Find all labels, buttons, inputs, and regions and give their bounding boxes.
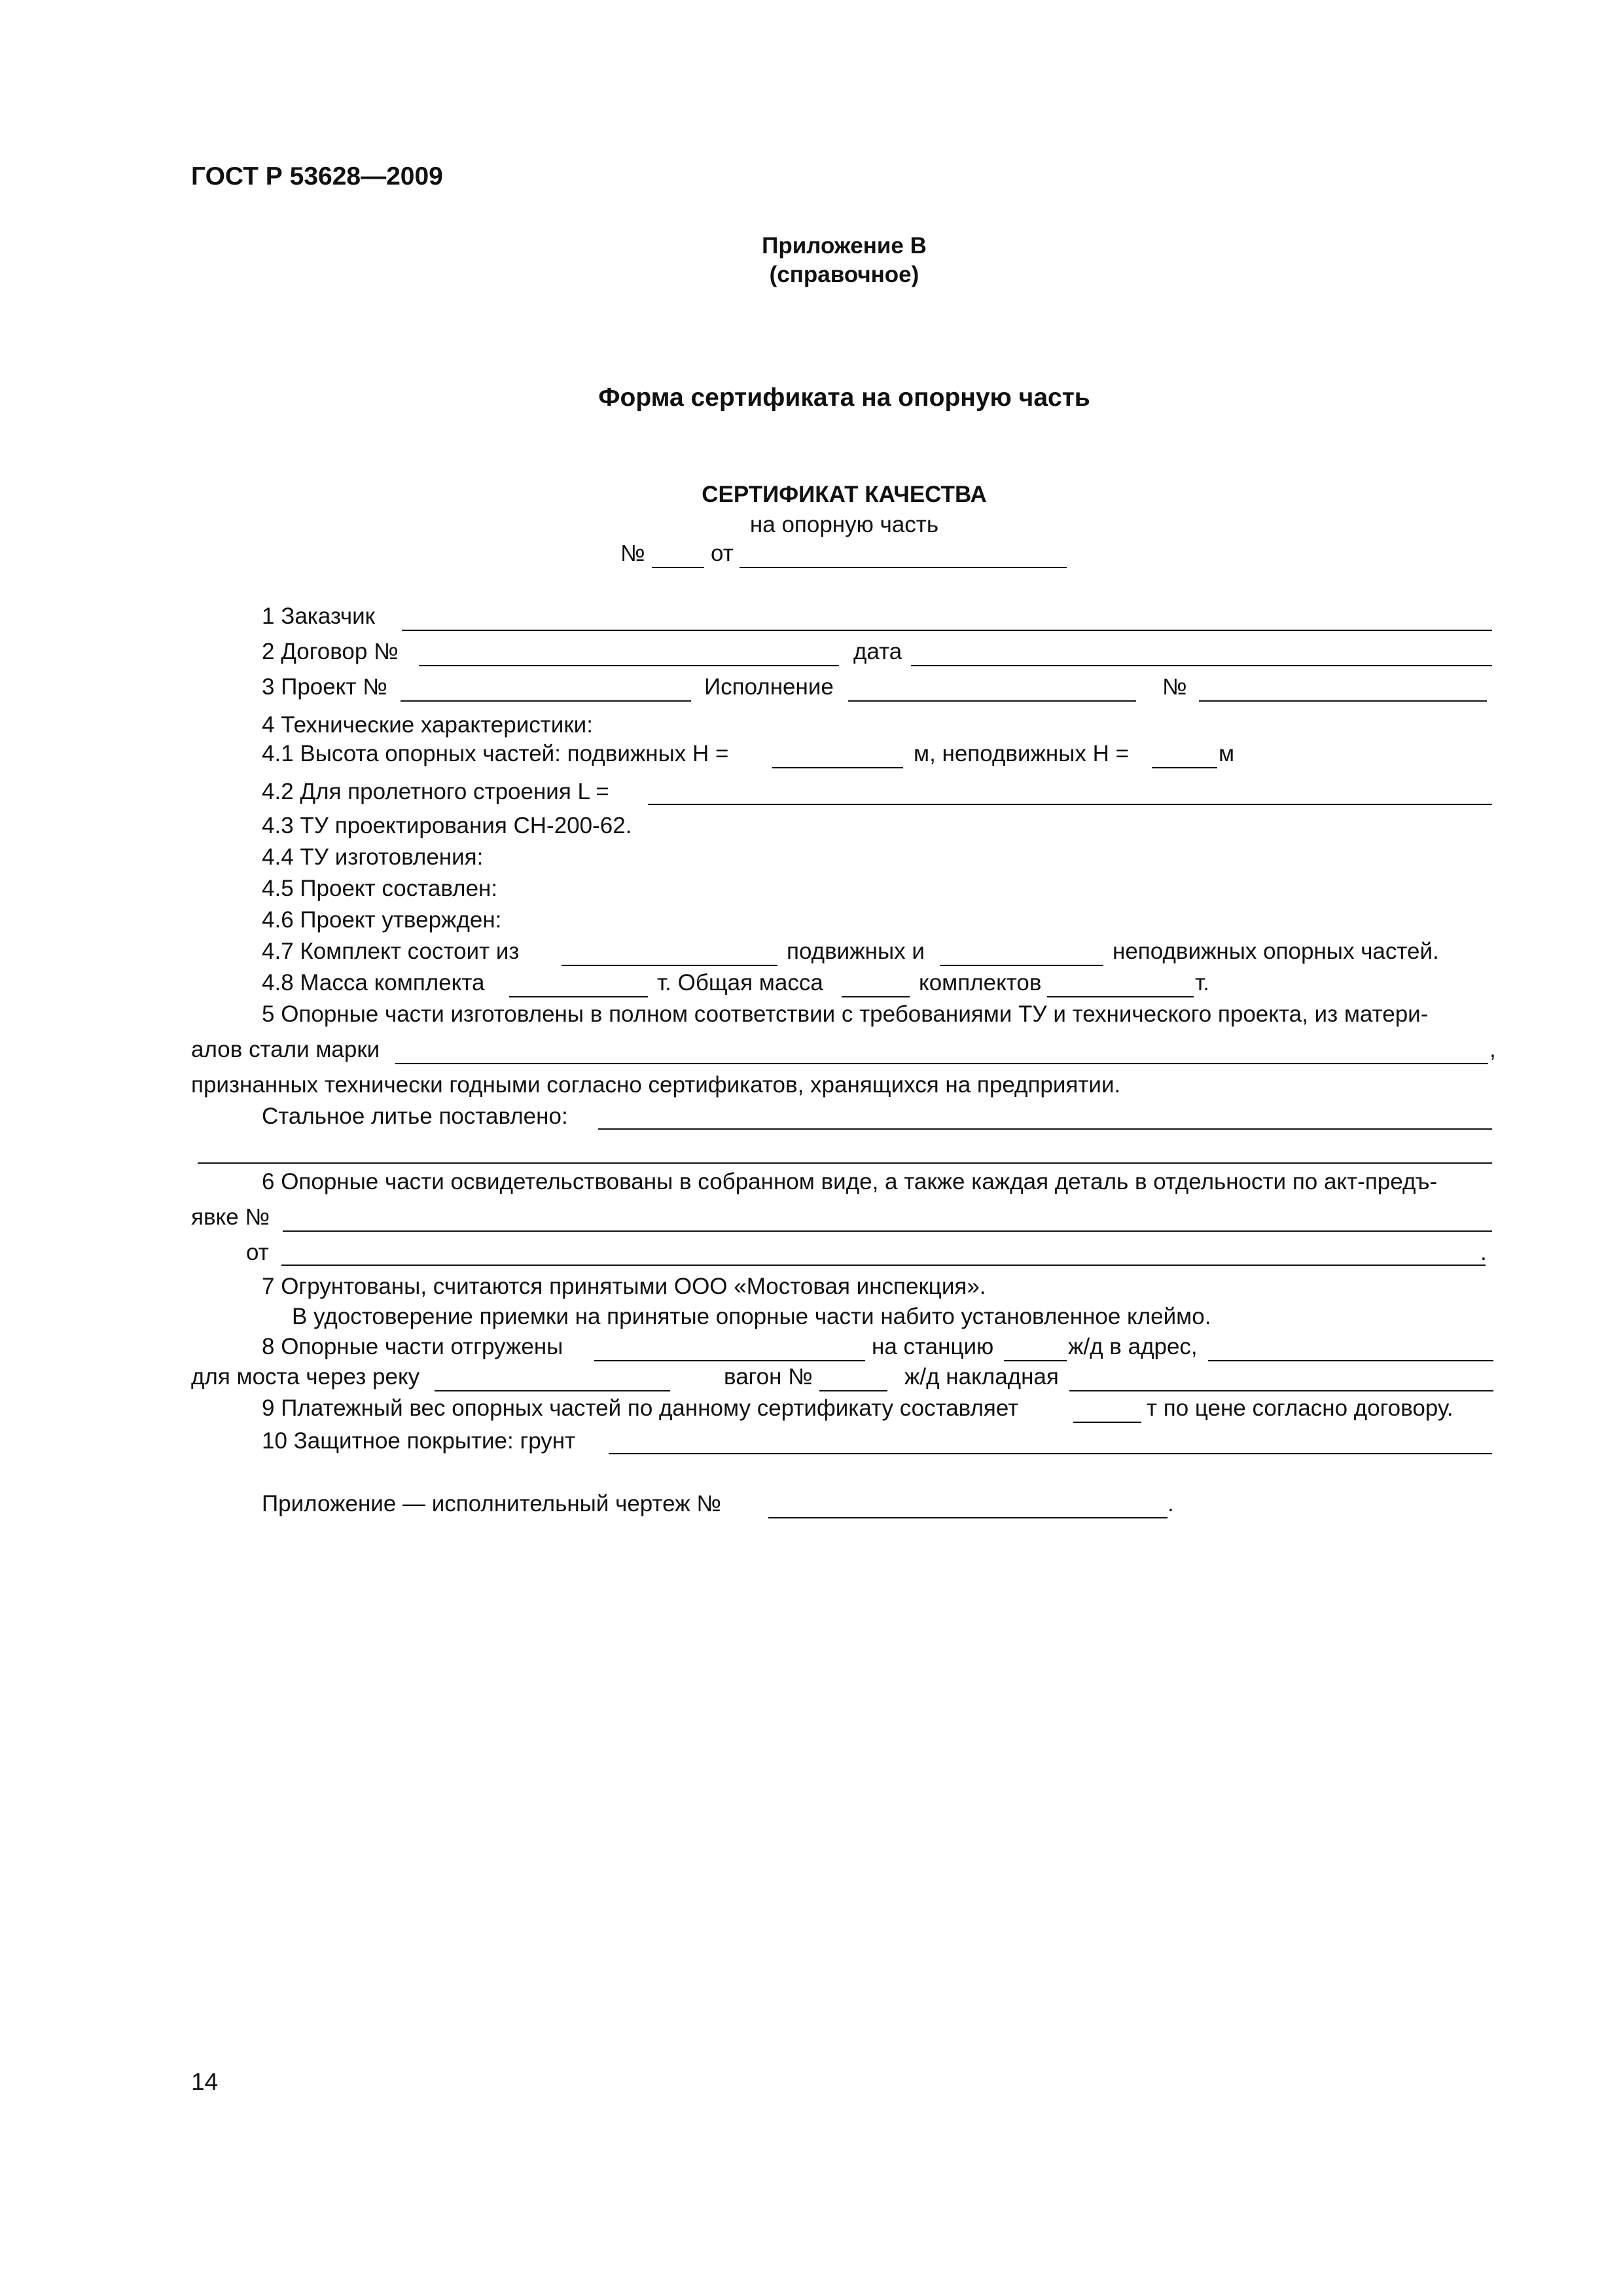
project-version-field[interactable] xyxy=(848,700,1136,702)
item-8-label: 8 Опорные части отгружены xyxy=(262,1334,563,1359)
appendix-subtitle: (справочное) xyxy=(769,262,919,287)
sets-mass-field[interactable] xyxy=(1047,996,1194,997)
item-6-date-label: от xyxy=(246,1240,269,1265)
item-6-period: . xyxy=(1480,1240,1487,1265)
item-3-label: 3 Проект № xyxy=(262,674,387,700)
item-9-price-text: т по цене согласно договору. xyxy=(1147,1395,1454,1421)
item-5-text: 5 Опорные части изготовлены в полном соответствии с требованиями ТУ и технического проекта, из матери- xyxy=(262,1001,1429,1027)
item-4-8-unit: т. xyxy=(1195,970,1209,996)
certificate-title: СЕРТИФИКАТ КАЧЕСТВА xyxy=(702,482,987,507)
item-6-act-label: явке № xyxy=(191,1204,270,1230)
waybill-field[interactable] xyxy=(1069,1390,1493,1391)
act-date-field[interactable] xyxy=(281,1265,1486,1266)
item-6-text: 6 Опорные части освидетельствованы в собранном виде, а также каждая деталь в отдельности по акт-предъ- xyxy=(262,1169,1438,1194)
set-mass-field[interactable] xyxy=(509,996,648,997)
total-mass-field[interactable] xyxy=(842,996,910,997)
item-4-2-label: 4.2 Для пролетного строения L = xyxy=(262,779,609,804)
item-1-label: 1 Заказчик xyxy=(262,603,375,629)
certificate-subtitle: на опорную часть xyxy=(749,512,939,537)
item-4-7-fixed-label: неподвижных опорных частей. xyxy=(1113,939,1439,964)
fixed-count-field[interactable] xyxy=(940,965,1103,966)
item-5-certificates-text: признанных технически годными согласно сертификатов, хранящихся на предприятии. xyxy=(191,1072,1121,1098)
item-4-1-label: 4.1 Высота опорных частей: подвижных H = xyxy=(262,741,729,766)
item-8-station-label: на станцию xyxy=(872,1334,994,1359)
item-4-label: 4 Технические характеристики: xyxy=(262,712,593,738)
item-8-waybill-label: ж/д накладная xyxy=(904,1364,1059,1390)
drawing-number-field[interactable] xyxy=(768,1517,1168,1518)
item-2-label: 2 Договор № xyxy=(262,639,399,664)
contract-number-field[interactable] xyxy=(419,665,839,666)
item-4-8-label: 4.8 Масса комплекта xyxy=(262,970,485,996)
span-length-field[interactable] xyxy=(648,804,1492,805)
customer-field[interactable] xyxy=(402,630,1492,631)
station-field[interactable] xyxy=(1004,1360,1067,1361)
contract-date-field[interactable] xyxy=(911,665,1492,666)
casting-field[interactable] xyxy=(598,1128,1492,1130)
shipped-field[interactable] xyxy=(594,1360,865,1361)
wagon-field[interactable] xyxy=(819,1390,887,1391)
item-3-no-label: № xyxy=(1162,674,1187,700)
item-8-river-label: для моста через реку xyxy=(191,1364,420,1390)
movable-height-field[interactable] xyxy=(772,767,903,768)
page-number: 14 xyxy=(191,2068,219,2095)
item-9-label: 9 Платежный вес опорных частей по данному сертификату составляет xyxy=(262,1395,1019,1421)
item-5-casting-label: Стальное литье поставлено: xyxy=(262,1103,568,1129)
appendix-drawing-label: Приложение — исполнительный чертеж № xyxy=(262,1491,721,1516)
item-4-8-sets-label: комплектов xyxy=(919,970,1042,996)
item-4-4-label: 4.4 ТУ изготовления: xyxy=(262,844,484,870)
casting-field-line-2[interactable] xyxy=(198,1162,1492,1164)
form-title: Форма сертификата на опорную часть xyxy=(598,384,1090,412)
project-number-field[interactable] xyxy=(401,700,691,702)
steel-grade-field[interactable] xyxy=(395,1063,1488,1064)
item-4-5-label: 4.5 Проект составлен: xyxy=(262,876,498,901)
item-4-7-label: 4.7 Комплект состоит из xyxy=(262,939,520,964)
item-3-version-label: Исполнение xyxy=(704,674,834,700)
certificate-no-field[interactable] xyxy=(652,567,704,568)
standard-number: ГОСТ Р 53628—2009 xyxy=(191,162,443,190)
item-10-label: 10 Защитное покрытие: грунт xyxy=(262,1428,576,1454)
act-number-field[interactable] xyxy=(283,1230,1492,1232)
item-5-comma: , xyxy=(1489,1037,1496,1062)
item-7-text: 7 Огрунтованы, считаются принятыми ООО «Мостовая инспекция». xyxy=(262,1274,986,1299)
item-4-6-label: 4.6 Проект утвержден: xyxy=(262,907,502,933)
address-field[interactable] xyxy=(1208,1360,1493,1361)
item-2-date-label: дата xyxy=(853,639,902,664)
item-4-7-movable-label: подвижных и xyxy=(787,939,925,964)
item-5-steel-label: алов стали марки xyxy=(191,1037,380,1062)
item-8-address-label: ж/д в адрес, xyxy=(1068,1334,1198,1359)
fixed-height-field[interactable] xyxy=(1152,767,1217,768)
river-field[interactable] xyxy=(435,1390,670,1391)
appendix-title: Приложение В xyxy=(762,233,927,259)
item-4-3-label: 4.3 ТУ проектирования СН-200-62. xyxy=(262,813,632,838)
coating-field[interactable] xyxy=(609,1453,1492,1454)
appendix-drawing-period: . xyxy=(1168,1491,1174,1516)
certificate-no-label: № xyxy=(620,541,645,566)
payment-weight-field[interactable] xyxy=(1073,1422,1141,1423)
certificate-date-label: от xyxy=(711,541,734,566)
project-no-field[interactable] xyxy=(1199,700,1487,702)
item-8-wagon-label: вагон № xyxy=(724,1364,813,1390)
movable-count-field[interactable] xyxy=(562,965,777,966)
item-4-8-total-label: т. Общая масса xyxy=(657,970,823,996)
certificate-date-field[interactable] xyxy=(740,567,1067,568)
item-4-1-unit: м xyxy=(1219,741,1235,766)
item-7-stamp-text: В удостоверение приемки на принятые опорные части набито установленное клеймо. xyxy=(292,1304,1211,1329)
item-4-1-fixed-label: м, неподвижных H = xyxy=(914,741,1130,766)
